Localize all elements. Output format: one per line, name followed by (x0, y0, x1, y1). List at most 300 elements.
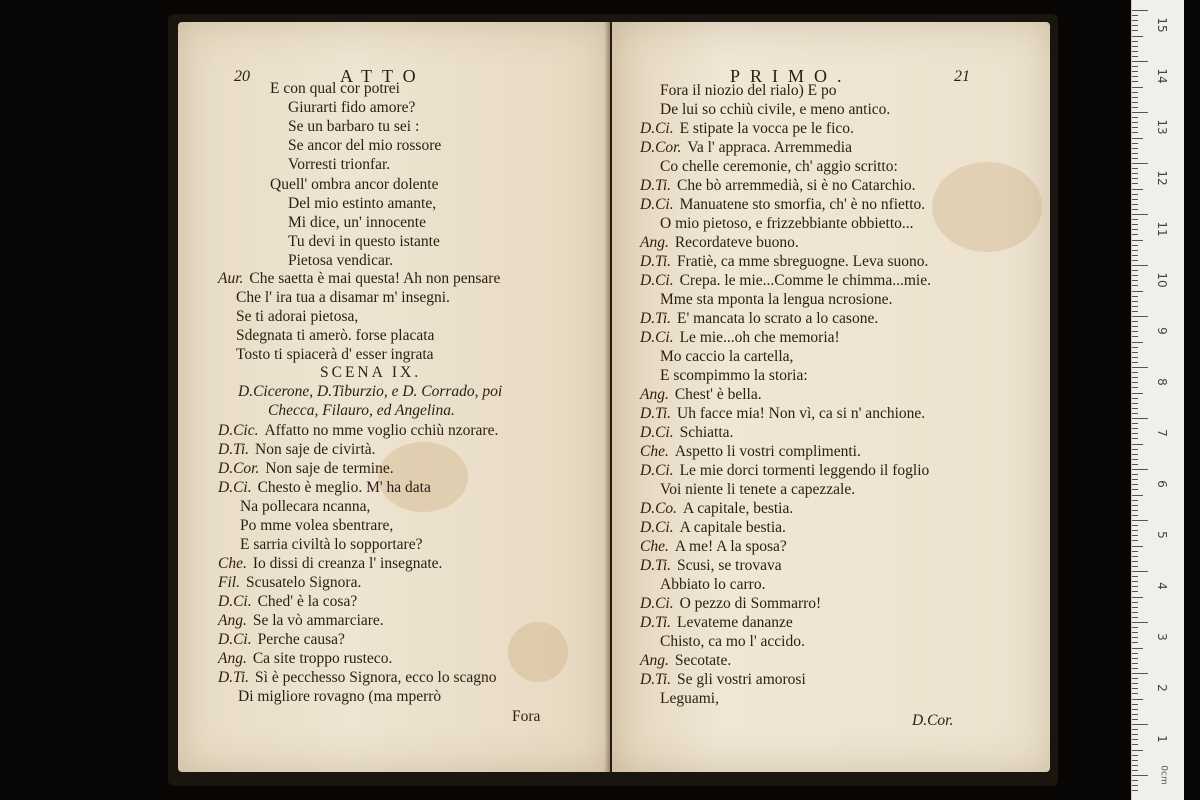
ruler-tick (1132, 352, 1138, 353)
line-text: Aspetto li vostri complimenti. (674, 443, 861, 460)
ruler-tick (1132, 296, 1138, 297)
dialogue-line (640, 519, 786, 537)
ruler-tick (1132, 138, 1143, 139)
text-line: Mo caccio la cartella, (660, 348, 794, 365)
speaker-label: Che. (218, 555, 247, 572)
ruler-tick (1132, 449, 1138, 450)
ruler-tick (1132, 97, 1138, 98)
line-text: Schiatta. (679, 424, 734, 441)
ruler-number: 13 (1155, 119, 1169, 135)
ruler-number: 7 (1155, 429, 1169, 437)
speaker-label: Fil. (218, 574, 240, 591)
ruler-tick (1132, 719, 1138, 720)
ruler-tick (1132, 25, 1138, 26)
text-line: Se ti adorai pietosa, (236, 308, 359, 325)
ruler-tick (1132, 71, 1138, 72)
ruler-tick (1132, 464, 1138, 465)
ruler-tick (1132, 530, 1138, 531)
speaker-label: D.Ci. (218, 479, 252, 496)
text-line: Voi niente li tenete a capezzale. (660, 481, 856, 498)
speaker-label: D.Ti. (640, 671, 672, 688)
ruler-tick (1132, 56, 1138, 57)
page-number: 21 (954, 68, 970, 85)
ruler-tick (1132, 683, 1138, 684)
line-text: Ca site troppo rusteco. (252, 650, 393, 667)
ruler-tick (1132, 500, 1138, 501)
dialogue-line (218, 270, 500, 288)
ruler-tick (1132, 540, 1138, 541)
line-text: Recordateve buono. (674, 234, 799, 251)
dialogue-line (218, 650, 392, 668)
ruler-tick (1132, 642, 1138, 643)
ruler-tick (1132, 168, 1138, 169)
ruler-tick (1132, 117, 1138, 118)
ruler-tick (1132, 132, 1138, 133)
ruler-tick (1132, 495, 1143, 496)
ruler-tick (1132, 306, 1138, 307)
ruler-tick (1132, 678, 1138, 679)
speaker-label: D.Ti. (640, 177, 672, 194)
text-line: De lui so cchiù civile, e meno antico. (660, 101, 891, 118)
ruler-tick (1132, 668, 1138, 669)
line-text: Uh facce mia! Non vì, ca si n' anchione. (677, 405, 926, 422)
line-text: Crepa. le mie...Comme le chimma...mie. (679, 272, 931, 289)
ruler-number: 10 (1155, 272, 1169, 288)
ruler-tick (1132, 663, 1138, 664)
ruler-tick (1132, 158, 1138, 159)
ruler-tick (1132, 576, 1138, 577)
speaker-label: D.Ti. (640, 310, 672, 327)
dialogue-line (640, 196, 925, 214)
text-line: Abbiato lo carro. (660, 576, 766, 593)
dialogue-line (218, 441, 376, 459)
line-text: Affatto no mme voglio cchiù nzorare. (264, 422, 499, 439)
text-line: Po mme volea sbentrare, (240, 517, 394, 534)
ruler-tick (1132, 515, 1138, 516)
ruler-tick (1132, 535, 1138, 536)
ruler-tick (1132, 122, 1138, 123)
line-text: E' mancata lo scrato a lo casone. (677, 310, 879, 327)
line-text: Scusi, se trovava (677, 557, 782, 574)
page-number: 20 (234, 68, 250, 85)
speaker-label: D.Ci. (640, 519, 674, 536)
ruler-tick (1132, 597, 1143, 598)
speaker-label: D.Cor. (640, 139, 682, 156)
ruler-tick (1132, 780, 1138, 781)
speaker-label: Ang. (640, 386, 669, 403)
ruler-tick (1132, 551, 1138, 552)
ruler-tick (1132, 245, 1138, 246)
ruler-tick (1132, 127, 1138, 128)
ruler-tick (1132, 489, 1138, 490)
text-line: Vorresti trionfar. (288, 156, 391, 173)
speaker-label: Ang. (640, 234, 669, 251)
ruler-tick (1132, 321, 1138, 322)
line-text: Le mie...oh che memoria! (679, 329, 840, 346)
ruler-tick (1132, 556, 1138, 557)
ruler-tick (1132, 433, 1138, 434)
running-header: ATTO (340, 66, 426, 86)
text-line: Quell' ombra ancor dolente (270, 176, 439, 193)
ruler-tick (1132, 484, 1138, 485)
ruler-tick (1132, 693, 1138, 694)
paper-stain (932, 162, 1042, 252)
text-line: Mme sta mponta la lengua ncrosione. (660, 291, 893, 308)
text-line: Chisto, ca mo l' accido. (660, 633, 805, 650)
ruler-tick (1132, 362, 1138, 363)
ruler-tick (1132, 219, 1138, 220)
dialogue-line (218, 574, 361, 592)
ruler-tick (1132, 183, 1138, 184)
ruler-tick (1132, 81, 1138, 82)
ruler-tick (1132, 459, 1138, 460)
ruler-tick (1132, 326, 1138, 327)
text-line: E scompimmo la storia: (660, 367, 808, 384)
ruler-tick (1132, 229, 1138, 230)
ruler-tick (1132, 291, 1143, 292)
ruler-tick (1132, 61, 1148, 62)
dialogue-line (218, 593, 357, 611)
ruler-tick (1132, 148, 1138, 149)
ruler-tick (1132, 648, 1143, 649)
ruler-tick (1132, 20, 1138, 21)
dialogue-line (640, 462, 929, 480)
dialogue-line (218, 479, 431, 497)
ruler-tick (1132, 342, 1143, 343)
text-line: E con qual cor potrei (270, 80, 400, 97)
ruler-tick (1132, 280, 1138, 281)
ruler-tick (1132, 76, 1138, 77)
ruler-number: 12 (1155, 170, 1169, 186)
ruler-tick (1132, 10, 1148, 11)
ruler-number: 8 (1155, 378, 1169, 386)
text-line: Se un barbaro tu sei : (288, 118, 420, 135)
scene-heading: SCENA IX. (320, 364, 422, 381)
dialogue-line (218, 669, 496, 687)
ruler-tick (1132, 423, 1138, 424)
text-line: Di migliore rovagno (ma mperrò (238, 688, 442, 705)
dialogue-line (640, 614, 793, 632)
ruler-tick (1132, 612, 1138, 613)
ruler-tick (1132, 336, 1138, 337)
speaker-label: Aur. (218, 270, 244, 287)
speaker-label: D.Ci. (640, 462, 674, 479)
ruler-tick (1132, 265, 1148, 266)
ruler-tick (1132, 474, 1138, 475)
ruler-tick (1132, 178, 1138, 179)
ruler-tick (1132, 770, 1138, 771)
text-line: Pietosa vendicar. (288, 252, 394, 269)
ruler-tick (1132, 505, 1138, 506)
ruler-tick (1132, 755, 1138, 756)
dialogue-line (640, 177, 915, 195)
dialogue-line (640, 272, 931, 290)
ruler-tick (1132, 393, 1143, 394)
ruler-tick (1132, 653, 1138, 654)
dialogue-line (640, 595, 821, 613)
dialogue-line (218, 631, 345, 649)
catchword: D.Cor. (912, 712, 954, 729)
ruler-tick (1132, 591, 1138, 592)
speaker-label: D.Ti. (218, 441, 250, 458)
speaker-label: D.Ci. (640, 120, 674, 137)
speaker-label: Ang. (218, 650, 247, 667)
ruler-number: 5 (1155, 531, 1169, 539)
ruler-tick (1132, 66, 1138, 67)
text-line: Sdegnata ti amerò. forse placata (236, 327, 435, 344)
ruler-tick (1132, 785, 1138, 786)
ruler-tick (1132, 714, 1138, 715)
dialogue-line (640, 253, 928, 271)
speaker-label: D.Ti. (218, 669, 250, 686)
ruler-tick (1132, 444, 1143, 445)
ruler-tick (1132, 546, 1143, 547)
ruler-tick (1132, 571, 1148, 572)
dialogue-line (218, 612, 384, 630)
text-line: Leguami, (660, 690, 719, 707)
line-text: Non saje de civirtà. (255, 441, 376, 458)
line-text: Sì è pecchesso Signora, ecco lo scagno (255, 669, 497, 686)
dialogue-line (640, 652, 731, 670)
ruler-tick (1132, 285, 1138, 286)
ruler-tick (1132, 765, 1138, 766)
ruler-tick (1132, 739, 1138, 740)
ruler-tick (1132, 189, 1143, 190)
ruler-tick (1132, 709, 1138, 710)
ruler-tick (1132, 173, 1138, 174)
ruler-tick (1132, 602, 1138, 603)
ruler-tick (1132, 357, 1138, 358)
dialogue-line (640, 443, 861, 461)
line-text: Perche causa? (257, 631, 345, 648)
ruler-tick (1132, 163, 1148, 164)
line-text: Va l' appraca. Arremmedia (687, 139, 852, 156)
ruler-tick (1132, 199, 1138, 200)
text-line: Na pollecara ncanna, (240, 498, 371, 515)
speaker-label: Ang. (640, 652, 669, 669)
speaker-label: D.Ci. (640, 272, 674, 289)
ruler-tick (1132, 413, 1138, 414)
ruler-tick (1132, 627, 1138, 628)
dialogue-line (640, 557, 782, 575)
ruler-tick (1132, 418, 1148, 419)
line-text: Le mie dorci tormenti leggendo il foglio (679, 462, 930, 479)
ruler-tick (1132, 36, 1143, 37)
dialogue-line (640, 310, 878, 328)
ruler-tick (1132, 30, 1138, 31)
ruler-number: 9 (1155, 327, 1169, 335)
line-text: Se gli vostri amorosi (677, 671, 806, 688)
speaker-label: D.Ti. (640, 253, 672, 270)
dialogue-line (218, 555, 442, 573)
line-text: Scusatelo Signora. (245, 574, 362, 591)
ruler-tick (1132, 102, 1138, 103)
dialogue-line (640, 234, 799, 252)
speaker-label: Che. (640, 443, 669, 460)
line-text: Non saje de termine. (265, 460, 394, 477)
ruler-tick (1132, 729, 1138, 730)
line-text: Fratiè, ca mme sbreguogne. Leva suono. (677, 253, 929, 270)
speaker-label: Che. (640, 538, 669, 555)
ruler-tick (1132, 377, 1138, 378)
ruler-tick (1132, 566, 1138, 567)
text-line: O mio pietoso, e frizzebbiante obbietto... (660, 215, 914, 232)
text-line: Mi dice, un' innocente (288, 214, 426, 231)
ruler-tick (1132, 204, 1138, 205)
dialogue-line (640, 386, 762, 404)
ruler-tick (1132, 699, 1143, 700)
text-line: E sarria civiltà lo sopportare? (240, 536, 423, 553)
ruler-tick (1132, 301, 1138, 302)
ruler-tick (1132, 112, 1148, 113)
right-page (612, 22, 1050, 772)
line-text: Manuatene sto smorfia, ch' è no nfietto. (679, 196, 926, 213)
ruler-number: 3 (1155, 633, 1169, 641)
ruler-tick (1132, 617, 1138, 618)
line-text: Chesto è meglio. M' ha data (257, 479, 431, 496)
text-line: Tosto ti spiacerà d' esser ingrata (236, 346, 434, 363)
scene-cast: Checca, Filauro, ed Angelina. (268, 402, 455, 419)
ruler-tick (1132, 408, 1138, 409)
ruler-tick (1132, 46, 1138, 47)
dialogue-line (218, 422, 498, 440)
ruler-tick (1132, 704, 1138, 705)
ruler-number: 11 (1155, 221, 1169, 237)
speaker-label: D.Ci. (640, 329, 674, 346)
speaker-label: D.Ti. (640, 405, 672, 422)
text-line: Fora il niozio del rialo) E po (660, 82, 837, 99)
ruler-tick (1132, 658, 1138, 659)
line-text: A capitale bestia. (679, 519, 786, 536)
text-line: Tu devi in questo istante (288, 233, 440, 250)
ruler-tick (1132, 724, 1148, 725)
speaker-label: D.Ti. (640, 614, 672, 631)
line-text: Secotate. (674, 652, 732, 669)
line-text: O pezzo di Sommarro! (679, 595, 822, 612)
ruler-tick (1132, 234, 1138, 235)
ruler-tick (1132, 372, 1138, 373)
ruler-tick (1132, 760, 1138, 761)
ruler-number: 15 (1155, 17, 1169, 33)
ruler-tick (1132, 15, 1138, 16)
ruler-tick (1132, 581, 1138, 582)
ruler-tick (1132, 790, 1138, 791)
ruler-tick (1132, 673, 1148, 674)
ruler-number: 6 (1155, 480, 1169, 488)
dialogue-line (640, 139, 852, 157)
ruler-tick (1132, 403, 1138, 404)
speaker-label: D.Ci. (640, 196, 674, 213)
ruler-tick (1132, 255, 1138, 256)
dialogue-line (640, 120, 854, 138)
paper-stain (508, 622, 568, 682)
catchword: Fora (512, 708, 541, 725)
text-line: Che l' ira tua a disamar m' insegni. (236, 289, 450, 306)
ruler-tick (1132, 734, 1138, 735)
ruler-tick (1132, 41, 1138, 42)
dialogue-line (640, 329, 840, 347)
ruler-tick (1132, 775, 1148, 776)
speaker-label: D.Ci. (640, 424, 674, 441)
ruler-tick (1132, 750, 1143, 751)
line-text: E stipate la vocca pe le fico. (679, 120, 854, 137)
ruler-tick (1132, 209, 1138, 210)
text-line: Giurarti fido amore? (288, 99, 416, 116)
ruler-tick (1132, 194, 1138, 195)
dialogue-line (218, 460, 394, 478)
ruler-tick (1132, 469, 1148, 470)
scene-cast: D.Cicerone, D.Tiburzio, e D. Corrado, poi (238, 383, 503, 400)
speaker-label: D.Ci. (640, 595, 674, 612)
dialogue-line (640, 500, 793, 518)
ruler-tick (1132, 382, 1138, 383)
ruler-tick (1132, 270, 1138, 271)
ruler-tick (1132, 744, 1138, 745)
ruler-tick (1132, 240, 1143, 241)
dialogue-line (640, 671, 806, 689)
ruler-tick (1132, 214, 1148, 215)
ruler-tick (1132, 153, 1138, 154)
ruler-tick (1132, 586, 1138, 587)
ruler-tick (1132, 637, 1138, 638)
dialogue-line (640, 405, 925, 423)
ruler-tick (1132, 632, 1138, 633)
ruler-tick (1132, 510, 1138, 511)
speaker-label: Ang. (218, 612, 247, 629)
line-text: A capitale, bestia. (683, 500, 794, 517)
ruler-tick (1132, 331, 1138, 332)
speaker-label: D.Ci. (218, 593, 252, 610)
ruler-tick (1132, 688, 1138, 689)
ruler-number: 14 (1155, 68, 1169, 84)
left-page (178, 22, 610, 772)
speaker-label: D.Cic. (218, 422, 259, 439)
ruler-tick (1132, 224, 1138, 225)
ruler-tick (1132, 428, 1138, 429)
speaker-label: D.Ci. (218, 631, 252, 648)
ruler-tick (1132, 622, 1148, 623)
dialogue-line (640, 424, 733, 442)
ruler-tick (1132, 316, 1148, 317)
running-header: PRIMO. (730, 66, 852, 86)
ruler-tick (1132, 479, 1138, 480)
speaker-label: D.Co. (640, 500, 678, 517)
dialogue-line (640, 538, 787, 556)
ruler-tick (1132, 275, 1138, 276)
ruler-unit: 0cm (1158, 765, 1169, 785)
ruler-tick (1132, 260, 1138, 261)
ruler-tick (1132, 520, 1148, 521)
ruler-tick (1132, 387, 1138, 388)
ruler-tick (1132, 107, 1138, 108)
ruler-tick (1132, 143, 1138, 144)
ruler-tick (1132, 438, 1138, 439)
ruler-tick (1132, 367, 1148, 368)
ruler-tick (1132, 607, 1138, 608)
ruler-number: 4 (1155, 582, 1169, 590)
line-text: Io dissi di creanza l' insegnate. (252, 555, 443, 572)
ruler-tick (1132, 347, 1138, 348)
ruler-tick (1132, 51, 1138, 52)
line-text: Che bò arremmedià, si è no Catarchio. (677, 177, 916, 194)
text-line: Del mio estinto amante, (288, 195, 437, 212)
ruler-tick (1132, 454, 1138, 455)
ruler-number: 1 (1155, 735, 1169, 743)
ruler-tick (1132, 525, 1138, 526)
line-text: Ched' è la cosa? (257, 593, 358, 610)
ruler-tick (1132, 250, 1138, 251)
line-text: Se la vò ammarciare. (252, 612, 384, 629)
